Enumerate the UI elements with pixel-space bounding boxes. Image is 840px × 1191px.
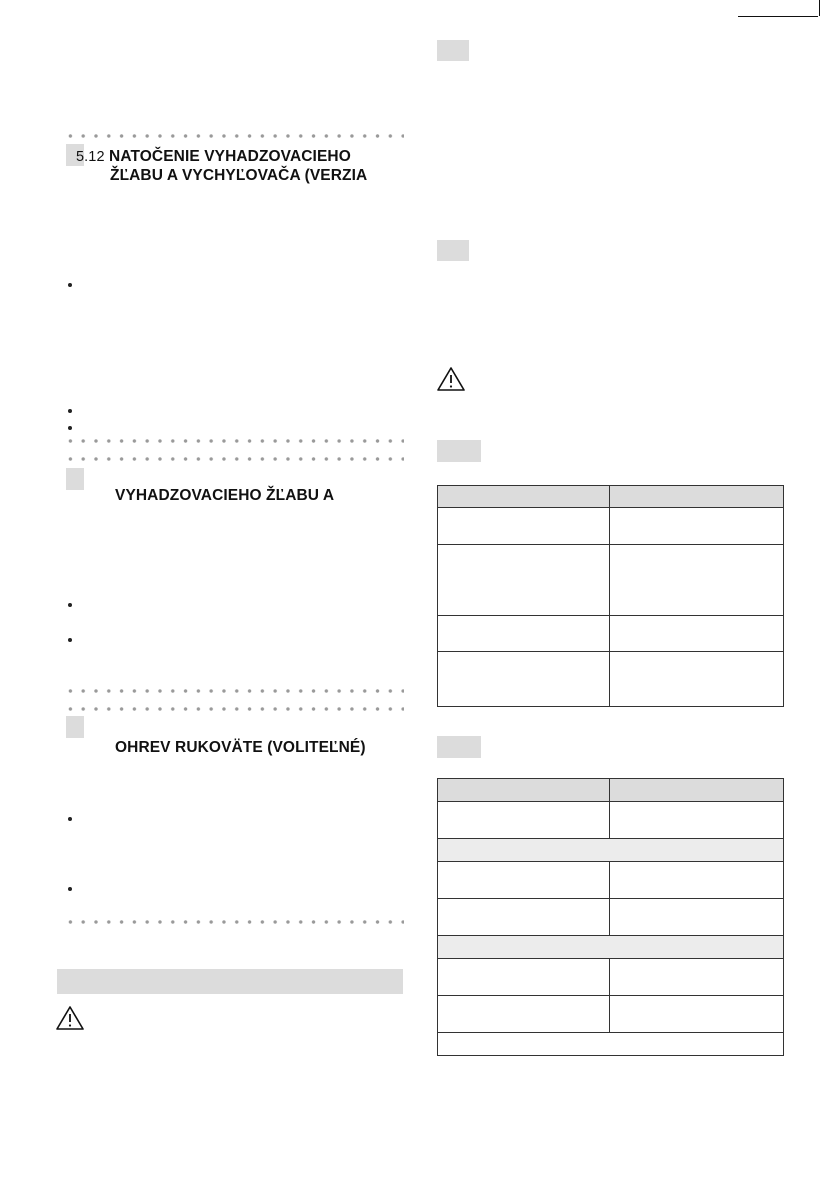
table-cell [610,545,784,616]
table-row [438,802,784,839]
crop-mark-top-right [738,16,818,17]
table-row [438,899,784,936]
section-title-line2: VYHADZOVACIEHO ŽĽABU A [115,487,335,504]
table-row [438,959,784,996]
bullet-point [68,426,72,430]
table-cell [438,616,610,652]
table-cell [438,508,610,545]
table-label-box [437,440,481,462]
section-title-line1: NATOČENIE VYHADZOVACIEHO [109,148,351,165]
bullet-point [68,283,72,287]
dotted-separator [64,707,404,711]
section-marker-box [66,468,84,490]
table-cell [438,959,610,996]
table-header-cell [610,779,784,802]
section-title-line2: ŽĽABU A VYCHYĽOVAČA (VERZIA [110,167,368,184]
table-row [438,616,784,652]
dotted-separator [64,920,404,924]
troubleshooting-table-1 [437,485,784,707]
table-header-cell [438,779,610,802]
bullet-point [68,409,72,413]
table-cell [438,862,610,899]
bullet-point [68,887,72,891]
table-cell [610,508,784,545]
table-cell [438,996,610,1033]
table-header-cell [438,486,610,508]
table-row [438,508,784,545]
table-group-cell [438,1033,784,1056]
table-group-row [438,1033,784,1056]
table-row [438,996,784,1033]
table-group-row [438,936,784,959]
dotted-separator [64,134,404,138]
chapter-header-bar [57,969,403,994]
bullet-point [68,817,72,821]
table-cell [610,616,784,652]
table-header-row [438,486,784,508]
table-row [438,545,784,616]
table-label-box [437,736,481,758]
table-cell [610,652,784,707]
warning-icon [436,366,466,392]
section-title-line2: OHREV RUKOVÄTE (VOLITEĽNÉ) [115,739,366,756]
table-group-cell [438,839,784,862]
table-cell [438,652,610,707]
table-row [438,652,784,707]
table-row [438,862,784,899]
table-cell [438,545,610,616]
table-group-cell [438,936,784,959]
bullet-point [68,603,72,607]
table-header-row [438,779,784,802]
table-cell [438,899,610,936]
table-cell [610,899,784,936]
crop-mark-right [819,0,820,16]
dotted-separator [64,439,404,443]
section-marker-box [437,240,469,261]
bullet-point [68,638,72,642]
table-group-row [438,839,784,862]
section-marker-box [66,716,84,738]
dotted-separator [64,689,404,693]
table-header-cell [610,486,784,508]
troubleshooting-table-2 [437,778,784,1056]
section-5-12-heading [76,147,351,167]
section-number: 5.12 [76,149,105,165]
table-cell [610,996,784,1033]
table-cell [610,862,784,899]
section-marker-box [437,40,469,61]
table-cell [438,802,610,839]
table-cell [610,959,784,996]
dotted-separator [64,457,404,461]
table-cell [610,802,784,839]
warning-icon [55,1005,85,1031]
